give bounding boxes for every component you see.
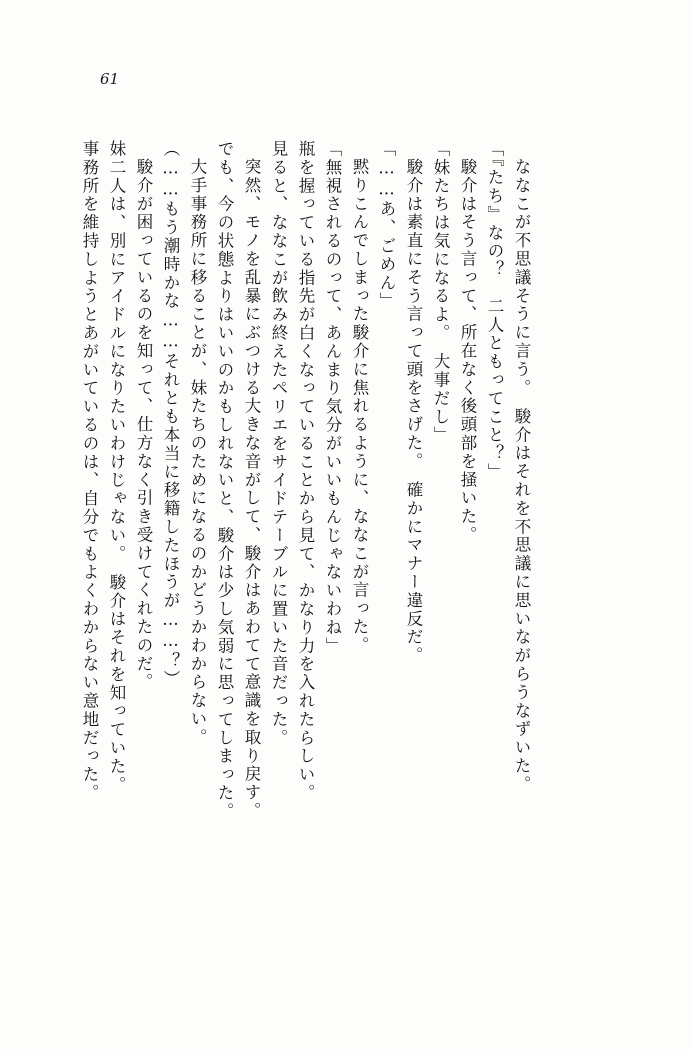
text-line: 駿介が困っているのを知って、仕方なく引き受けてくれたのだ。 <box>134 158 153 692</box>
text-line: 事務所を維持しようとあがいているのは、自分でもよくわからない意地だった。 <box>80 140 99 803</box>
text-line: 駿介は素直にそう言って頭をさげた。 確かにマナー違反だ。 <box>404 158 423 665</box>
text-line: でも、今の状態よりはいいのかもしれないと、駿介は少し気弱に思ってしまった。 <box>215 140 234 821</box>
text-line: 見ると、ななこが飲み終えたペリエをサイドテーブルに置いた音だった。 <box>269 140 288 748</box>
text-line: 駿介はそう言って、所在なく後頭部を掻いた。 <box>458 158 477 545</box>
text-line: 「『たち』なの？ 二人ともってこと？」 <box>485 140 504 482</box>
text-line: 「無視されるのって、あんまり気分がいいもんじゃないわね」 <box>323 140 342 656</box>
text-line: 妹二人は、別にアイドルになりたいわけじゃない。 駿介はそれを知っていた。 <box>107 140 126 795</box>
text-line: 「妹たちは気になるよ。 大事だし」 <box>431 140 450 445</box>
vertical-text-block <box>70 140 630 900</box>
text-line: 黙りこんでしまった駿介に焦れるように、ななこが言った。 <box>350 158 369 655</box>
text-line: 瓶を握っている指先が白くなっていることから見て、かなり力を入れたらしい。 <box>296 140 315 803</box>
page-number: 61 <box>100 70 120 88</box>
text-line: 大手事務所に移ることが、妹たちのためになるのかどうかわからない。 <box>188 158 207 747</box>
text-line: 突然、モノを乱暴にぶつける大きな音がして、駿介はあわてて意識を取り戻す。 <box>242 158 261 821</box>
text-line: ななこが不思議そうに言う。 駿介はそれを不思議に思いながらうなずいた。 <box>512 158 531 794</box>
text-line: （……もう潮時かな……それとも本当に移籍したほうが……？） <box>161 140 180 689</box>
text-line: 「……あ、ごめん」 <box>377 140 396 311</box>
